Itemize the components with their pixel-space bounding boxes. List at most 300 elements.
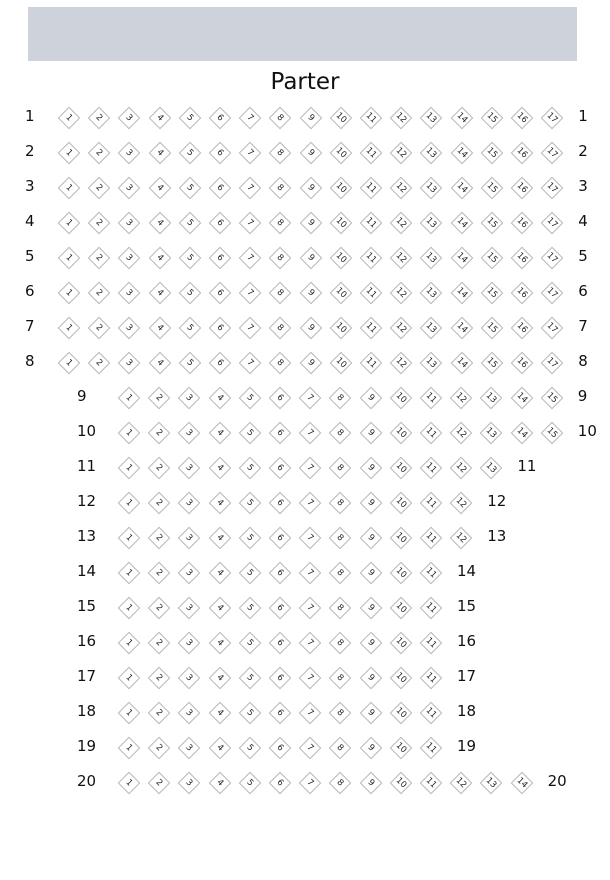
seat[interactable] [58,317,81,340]
seat[interactable] [329,667,352,690]
seat[interactable] [329,597,352,620]
seat[interactable] [238,492,261,515]
seat[interactable] [420,177,443,200]
seat[interactable] [178,772,201,795]
seat[interactable] [148,597,171,620]
seat[interactable] [389,492,412,515]
seat[interactable] [299,492,322,515]
seat[interactable] [238,667,261,690]
seat[interactable] [329,282,352,305]
seat[interactable] [239,212,262,235]
seat[interactable] [148,247,171,270]
seat[interactable] [359,702,382,725]
seat[interactable] [239,317,262,340]
seat[interactable] [360,282,383,305]
seat[interactable] [118,737,141,760]
seat[interactable] [329,387,352,410]
seat[interactable] [58,247,81,270]
seat[interactable] [420,597,443,620]
seat[interactable] [420,632,443,655]
seat[interactable] [238,562,261,585]
seat[interactable] [480,387,503,410]
seat[interactable] [511,317,534,340]
seat[interactable] [541,107,564,130]
seat-number: 11 [363,145,379,161]
seat[interactable] [238,422,261,445]
seat[interactable] [420,737,443,760]
seat[interactable] [178,632,201,655]
seat-number: 9 [365,497,377,509]
seat[interactable] [359,737,382,760]
seat[interactable] [118,387,141,410]
seat[interactable] [118,282,141,305]
seat[interactable] [208,492,231,515]
seat[interactable] [118,212,141,235]
seat[interactable] [238,387,261,410]
seat-number: 4 [154,147,166,159]
seat[interactable] [299,527,322,550]
seat[interactable] [178,457,201,480]
seat[interactable] [450,457,473,480]
seat-number: 12 [393,145,409,161]
seat[interactable] [88,177,111,200]
seat[interactable] [450,282,473,305]
seat[interactable] [269,597,292,620]
seat[interactable] [178,387,201,410]
seat[interactable] [299,667,322,690]
seat[interactable] [299,737,322,760]
seat[interactable] [390,247,413,270]
seat[interactable] [540,387,563,410]
seat[interactable] [88,352,111,375]
seat[interactable] [450,352,473,375]
seat[interactable] [480,352,503,375]
seat[interactable] [58,177,81,200]
seat[interactable] [208,632,231,655]
seat-number: 3 [183,497,195,509]
seat[interactable] [269,702,292,725]
seat-number: 6 [274,567,286,579]
seat[interactable] [450,387,473,410]
seat[interactable] [208,597,231,620]
seat[interactable] [118,492,141,515]
seat[interactable] [390,282,413,305]
seat[interactable] [359,562,382,585]
seat[interactable] [299,387,322,410]
seat[interactable] [118,107,141,130]
seat-number: 11 [423,600,439,616]
seat[interactable] [480,247,503,270]
seat[interactable] [450,107,473,130]
seat[interactable] [540,422,563,445]
seat-number: 2 [153,462,165,474]
seat[interactable] [359,492,382,515]
seat[interactable] [329,457,352,480]
seat[interactable] [238,632,261,655]
seat[interactable] [420,317,443,340]
seat[interactable] [510,387,533,410]
seat[interactable] [178,247,201,270]
seat[interactable] [360,107,383,130]
seat[interactable] [480,772,503,795]
seat[interactable] [239,282,262,305]
seat[interactable] [299,772,322,795]
seat[interactable] [209,107,232,130]
seat[interactable] [269,492,292,515]
seat-number: 4 [214,777,226,789]
seat[interactable] [389,387,412,410]
seat[interactable] [178,702,201,725]
seat-number: 11 [363,180,379,196]
seat[interactable] [269,772,292,795]
seat[interactable] [450,177,473,200]
seat[interactable] [178,562,201,585]
seat[interactable] [450,212,473,235]
seat[interactable] [88,317,111,340]
seat[interactable] [480,422,503,445]
seat[interactable] [390,212,413,235]
seat[interactable] [480,212,503,235]
seat[interactable] [269,107,292,130]
seat[interactable] [420,772,443,795]
seat[interactable] [511,352,534,375]
seat[interactable] [480,282,503,305]
seat[interactable] [239,107,262,130]
seat[interactable] [541,212,564,235]
seat[interactable] [360,352,383,375]
seat[interactable] [269,352,292,375]
seat[interactable] [359,387,382,410]
seat[interactable] [450,422,473,445]
seat[interactable] [389,527,412,550]
seat-number: 3 [183,707,195,719]
seat[interactable] [208,667,231,690]
seat[interactable] [541,247,564,270]
seat[interactable] [269,527,292,550]
seat[interactable] [209,212,232,235]
seat[interactable] [329,352,352,375]
seat[interactable] [329,702,352,725]
seat[interactable] [238,737,261,760]
seat[interactable] [118,142,141,165]
seat[interactable] [148,492,171,515]
seat[interactable] [269,422,292,445]
seat[interactable] [511,107,534,130]
seat[interactable] [359,772,382,795]
seat[interactable] [329,247,352,270]
seat[interactable] [299,212,322,235]
seat[interactable] [359,457,382,480]
seat[interactable] [209,142,232,165]
seat[interactable] [118,422,141,445]
seat[interactable] [238,527,261,550]
seat[interactable] [269,317,292,340]
seat[interactable] [269,177,292,200]
seat[interactable] [420,142,443,165]
seat[interactable] [389,772,412,795]
seat[interactable] [420,667,443,690]
seat[interactable] [299,702,322,725]
seat[interactable] [299,282,322,305]
seat[interactable] [148,457,171,480]
seat[interactable] [389,632,412,655]
seat[interactable] [148,352,171,375]
seat[interactable] [420,562,443,585]
seat[interactable] [299,317,322,340]
seat[interactable] [239,247,262,270]
seat[interactable] [58,212,81,235]
seat[interactable] [238,702,261,725]
seat[interactable] [118,597,141,620]
seat[interactable] [511,212,534,235]
seat[interactable] [329,317,352,340]
seat-number: 10 [333,285,349,301]
seat[interactable] [511,177,534,200]
seat[interactable] [360,212,383,235]
seat[interactable] [329,142,352,165]
seat[interactable] [420,492,443,515]
seat[interactable] [178,177,201,200]
seat[interactable] [360,142,383,165]
seat[interactable] [360,177,383,200]
seat[interactable] [299,457,322,480]
seat[interactable] [58,107,81,130]
seat[interactable] [420,422,443,445]
seat[interactable] [269,632,292,655]
seat[interactable] [148,177,171,200]
seat[interactable] [178,527,201,550]
seat[interactable] [359,632,382,655]
seat[interactable] [148,142,171,165]
seat[interactable] [269,737,292,760]
seat[interactable] [88,282,111,305]
seat[interactable] [511,247,534,270]
seat[interactable] [420,457,443,480]
seat[interactable] [88,107,111,130]
seat[interactable] [148,667,171,690]
seat[interactable] [420,107,443,130]
seat[interactable] [178,212,201,235]
seat[interactable] [118,177,141,200]
seat[interactable] [541,142,564,165]
seat[interactable] [178,352,201,375]
seat[interactable] [178,737,201,760]
seat[interactable] [118,527,141,550]
seat[interactable] [450,492,473,515]
seat[interactable] [329,737,352,760]
seat[interactable] [329,527,352,550]
seat[interactable] [541,352,564,375]
seat[interactable] [148,562,171,585]
seat[interactable] [148,282,171,305]
seat[interactable] [118,352,141,375]
seat[interactable] [238,772,261,795]
seat[interactable] [88,212,111,235]
seat[interactable] [420,352,443,375]
seat[interactable] [420,527,443,550]
seat[interactable] [510,772,533,795]
seat[interactable] [148,107,171,130]
seat[interactable] [450,142,473,165]
seat[interactable] [239,352,262,375]
seat[interactable] [148,317,171,340]
seat[interactable] [359,667,382,690]
seat[interactable] [480,107,503,130]
seat[interactable] [390,317,413,340]
seat[interactable] [209,282,232,305]
seat[interactable] [148,527,171,550]
seat[interactable] [389,737,412,760]
seat[interactable] [541,317,564,340]
seat[interactable] [148,737,171,760]
seat[interactable] [299,177,322,200]
seat[interactable] [299,352,322,375]
seat[interactable] [208,527,231,550]
seat[interactable] [178,667,201,690]
seat[interactable] [269,282,292,305]
seat[interactable] [510,422,533,445]
seat[interactable] [329,107,352,130]
seat[interactable] [450,527,473,550]
seat[interactable] [299,632,322,655]
seat[interactable] [390,142,413,165]
seat[interactable] [450,317,473,340]
seat[interactable] [420,702,443,725]
seat-number: 14 [454,250,469,266]
seat[interactable] [238,597,261,620]
seat[interactable] [299,107,322,130]
seat[interactable] [118,772,141,795]
seat[interactable] [359,527,382,550]
seat[interactable] [390,177,413,200]
seat[interactable] [118,317,141,340]
seat[interactable] [148,212,171,235]
seat[interactable] [208,562,231,585]
seat[interactable] [148,387,171,410]
seat[interactable] [208,737,231,760]
seat[interactable] [450,772,473,795]
seat[interactable] [178,107,201,130]
seat[interactable] [178,317,201,340]
seat[interactable] [541,282,564,305]
seat[interactable] [420,282,443,305]
seat[interactable] [390,107,413,130]
seat[interactable] [239,142,262,165]
seat[interactable] [359,597,382,620]
seat[interactable] [208,702,231,725]
seat[interactable] [299,422,322,445]
seat[interactable] [269,667,292,690]
seat[interactable] [88,142,111,165]
seat[interactable] [58,142,81,165]
seat[interactable] [390,352,413,375]
seat[interactable] [178,282,201,305]
seat[interactable] [208,772,231,795]
seat[interactable] [269,562,292,585]
seat[interactable] [480,317,503,340]
seat[interactable] [208,387,231,410]
seat[interactable] [269,212,292,235]
seat[interactable] [299,247,322,270]
seat[interactable] [511,282,534,305]
seat[interactable] [208,457,231,480]
seat[interactable] [359,422,382,445]
seat[interactable] [480,142,503,165]
seat[interactable] [58,352,81,375]
seat[interactable] [269,387,292,410]
seat[interactable] [269,247,292,270]
seat[interactable] [329,177,352,200]
seat-number: 1 [123,637,135,649]
seat[interactable] [209,317,232,340]
seat[interactable] [208,422,231,445]
seat[interactable] [329,632,352,655]
seat[interactable] [389,562,412,585]
seat[interactable] [329,772,352,795]
seat[interactable] [148,632,171,655]
seat-number: 14 [454,145,469,161]
seat[interactable] [420,387,443,410]
seat[interactable] [148,702,171,725]
seat[interactable] [389,422,412,445]
seat[interactable] [209,247,232,270]
seat[interactable] [480,177,503,200]
seat-number: 12 [453,530,469,546]
seat[interactable] [148,422,171,445]
seat[interactable] [360,247,383,270]
seat[interactable] [389,702,412,725]
seat[interactable] [239,177,262,200]
seat[interactable] [389,457,412,480]
seat[interactable] [329,492,352,515]
seat[interactable] [541,177,564,200]
seat[interactable] [389,667,412,690]
seat[interactable] [118,632,141,655]
seat[interactable] [329,212,352,235]
seat[interactable] [480,457,503,480]
seat[interactable] [118,247,141,270]
seat[interactable] [238,457,261,480]
seat[interactable] [88,247,111,270]
seat[interactable] [58,282,81,305]
seat[interactable] [269,142,292,165]
seat[interactable] [269,457,292,480]
seat-number: 11 [423,740,439,756]
seat[interactable] [178,492,201,515]
seat[interactable] [118,457,141,480]
seat[interactable] [118,562,141,585]
seat[interactable] [299,562,322,585]
seat[interactable] [420,212,443,235]
seat[interactable] [118,667,141,690]
seat[interactable] [329,422,352,445]
seat[interactable] [511,142,534,165]
seat[interactable] [148,772,171,795]
seat[interactable] [118,702,141,725]
seat[interactable] [299,597,322,620]
seat[interactable] [360,317,383,340]
seat[interactable] [209,352,232,375]
seat[interactable] [420,247,443,270]
seat[interactable] [178,142,201,165]
seat[interactable] [389,597,412,620]
seat[interactable] [209,177,232,200]
seat[interactable] [178,422,201,445]
seat[interactable] [178,597,201,620]
seat[interactable] [329,562,352,585]
seat[interactable] [299,142,322,165]
seat[interactable] [450,247,473,270]
